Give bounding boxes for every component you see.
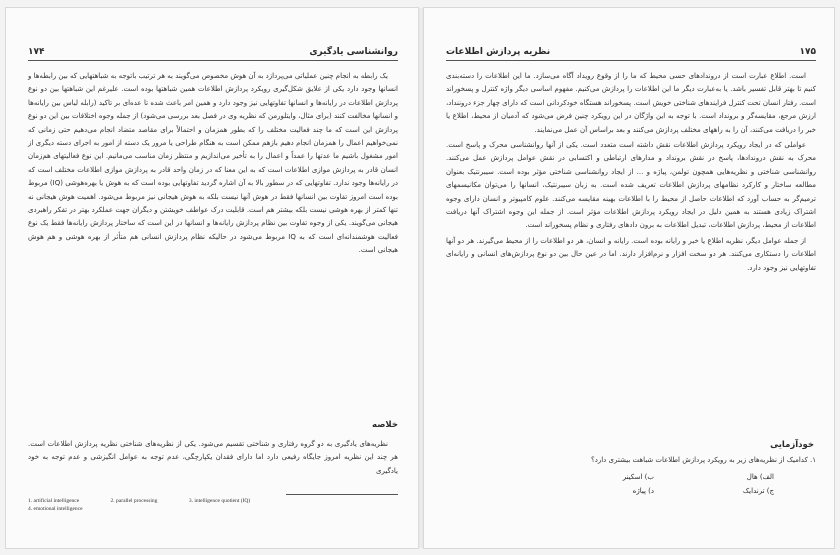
left-page-header — [28, 45, 398, 59]
left-body — [28, 70, 398, 260]
summary-title: خلاصه — [372, 420, 398, 430]
footnote: 2. parallel processing — [110, 498, 158, 504]
left-page — [6, 8, 418, 548]
paragraph: است. اطلاع عبارت است از دروندادهای حسی محیط که ما را از وقوع رویداد آگاه می‌سازد. ما این اطلاعات را دسته‌بندی کنیم تا بهتر قابل تفسیر باشد. یا به‌عبارت دیگر ما این اطلاعات را پردازش می‌کنیم. مفهوم اساسی دیگر واژه کنترل و پسخوراند است. رفتار انسان تحت کنترل فرایندهای شناختی خویش است. پسخوراند هستگاه خودکردانی است که دارای چهار جزء دروننداد، ارزش مرجع، مقایسه‌گر و برونداد است. با توجه به این واژگان در این رویکرد چنین فرض می‌شود که آدمیان از محیط، اطلاع یا خبر را دریافت می‌کنند، آن را به راههای مختلف پردازش می‌کنند و بعد براساس آن عمل می‌نمایند. — [446, 72, 816, 134]
option: ب) اسکینر — [622, 473, 654, 481]
paragraph: عواملی که در ایجاد رویکرد پردازش اطلاعات نقش داشته است متعدد است. یکی از آنها روانشناسی محرک و پاسخ است. محرک به نقش دروندادها، پاسخ در نقش برونداد و مدارهای ارتباطی و اکتسابی در نقش عوامل پردازش عمل می‌کنند. روانشناسی شناختی و نظریه‌هایی همچون تولمن، پیاژه و ... از ایجاد روانشناسی شناختی مؤثر بوده است. سیبرنتیک بعنوان مطالعه ساختار و کارکرد نظامهای پردازش اطلاعات تعریف شده است. به زبان سیبرنتیک، انسانها را می‌توان مکانیسمهای ترمیم‌گر به حساب آورد که اطلاعات حاصل از محیط را با اطلاعات بهینه مقایسه می‌کنند. علوم کامپیوتر و انسان دارای وجوه اشتراک زیادی هستند به همین دلیل در ایجاد رویکرد پردازش اطلاعات مؤثر است. از جمله این وجوه اشتراک آنها دریافت اطلاعات از محیط، پردازش اطلاعات، تبدیل اطلاعات به برون دادهای رفتاری و نظام پسخوراند است. — [446, 141, 816, 230]
answer-options — [534, 470, 774, 498]
page-number: ۱۷۴ — [28, 47, 45, 57]
option: د) پیاژه — [632, 487, 654, 495]
summary-body — [28, 438, 398, 480]
question-text: ۱. کدامیک از نظریه‌های زیر به رویکرد پردازش اطلاعات شباهت بیشتری دارد؟ — [591, 456, 816, 464]
running-title: نظریه پردازش اطلاعات — [446, 47, 551, 57]
option: ج) ترندایک — [742, 487, 774, 495]
right-page — [424, 8, 834, 548]
header-rule — [28, 60, 398, 61]
right-page-header — [446, 45, 816, 59]
footnote: 4. emotional intelligence — [28, 506, 83, 512]
paragraph: از جمله عوامل دیگر، نظریه اطلاع یا خبر و رایانه بوده است. رایانه و انسان، هر دو اطلاعات را از محیط می‌گیرند. هر دو آنها اطلاعات را دستکاری می‌کنند. هر دو سخت افزار و نرم‌افزار دارند. اما در عین حال بین دو نوع پردازش‌های انسانی و رایانه‌ای تفاوتهایی نیز وجود دارد. — [446, 236, 816, 272]
paragraph: یک رابطه به انجام چنین عملیاتی می‌پردازد به آن هوش مخصوص می‌گویند به هر ترتیب باتوجه به شباهتهایی که بین رابطه‌ها و انسانها وجود دارد یکی از علایق شکل‌گیری رویکرد پردازش اطلاعات همین شباهتها بوده است. علیرغم این شباهتها بین دو نوع پردازش اطلاعات در رایانه‌ها و انسانها تفاوتهایی نیز وجود دارد و همین امر باعث شده تا عده‌ای بر تاکید (رابله لیاس بین رایانه‌ها و انسانها مخالفت کنند (برای مثال، وایتلورمن که نظریه وی در فصل بعد بررسی می‌شود) از جمله وجوه اختلافات بین این دو نوع پردازش این است که ما چند فعالیت مختلف را که بطور همزمان و احتمالاً برای مقاصد متضاد انجام می‌دهیم حتی زمانی که نمی‌خواهیم اعمال را همزمان انجام دهیم بازهم ممکن است به هنگام طراحی یا مرور یک دسته از امور به اجرای دسته دیگری از امور مشغول باشیم ما عدتها را عمداً و اعمال را به تأخیر می‌اندازیم و منتظر زمان مناسب می‌مانیم. این نوع فعالیتهای هم‌زمان انسان قادر به پردازش موازی اطلاعات است که به این معنا که در زمان واحد قادر به پردازش موازی اطلاعات مختلف است که در رایانه‌ها وجود ندارد. تفاوتهایی که در سطور بالا به آن اشاره گردید تفاوتهایی بوده است که به هوش یا بهره‌هوشی (IQ) مربوط بوده است امروز تفاوت بین انسانها فقط در هوش آنها نیست بلکه به هوش هیجانی نیز مربوط می‌شود. اهمیت هوش هیجانی نه تنها کمتر از بهره هوشی نیست بلکه بیشتر هم است. قابلیت درک عواطف خویشتن و دیگران جهت عملکرد بهتر در تفکر راهبردی هیجانی می‌گویند. یکی از وجوه تفاوت بین نظام پردازش رایانه‌ها و انسانها در این است که ساختار پردازش رایانه‌ها فقط یک نوع فعالیت هوشمندانه‌ای است که به IQ مربوط می‌شود در حالیکه نظام پردازش انسانی هم متأثر از بهره هوشی و هم هوش هیجانی است. — [28, 72, 398, 255]
page-number: ۱۷۵ — [799, 47, 816, 57]
summary-paragraph: نظریه‌های یادگیری به دو گروه رفتاری و شناختی تقسیم می‌شود. یکی از نظریه‌های شناختی نظریه پردازش اطلاعات است. هر چند این نظریه امروز جایگاه رفیعی دارد اما دارای فقدان یکپارچگی، عدم توجه به عوامل انگیزشی و عدم توجه به خود یادگیری — [28, 440, 398, 475]
footnotes — [28, 497, 398, 513]
footnote: 3. intelligence quotient (IQ) — [188, 498, 251, 504]
header-rule — [446, 60, 816, 61]
footnote-rule — [286, 494, 398, 495]
right-body — [446, 70, 816, 277]
self-test-title: خودآزمایی — [770, 440, 814, 450]
footnote: 1. artificial intelligence — [28, 498, 80, 504]
question — [446, 454, 816, 467]
option: الف) هال — [746, 473, 774, 481]
running-title: روانشناسی یادگیری — [309, 47, 398, 57]
